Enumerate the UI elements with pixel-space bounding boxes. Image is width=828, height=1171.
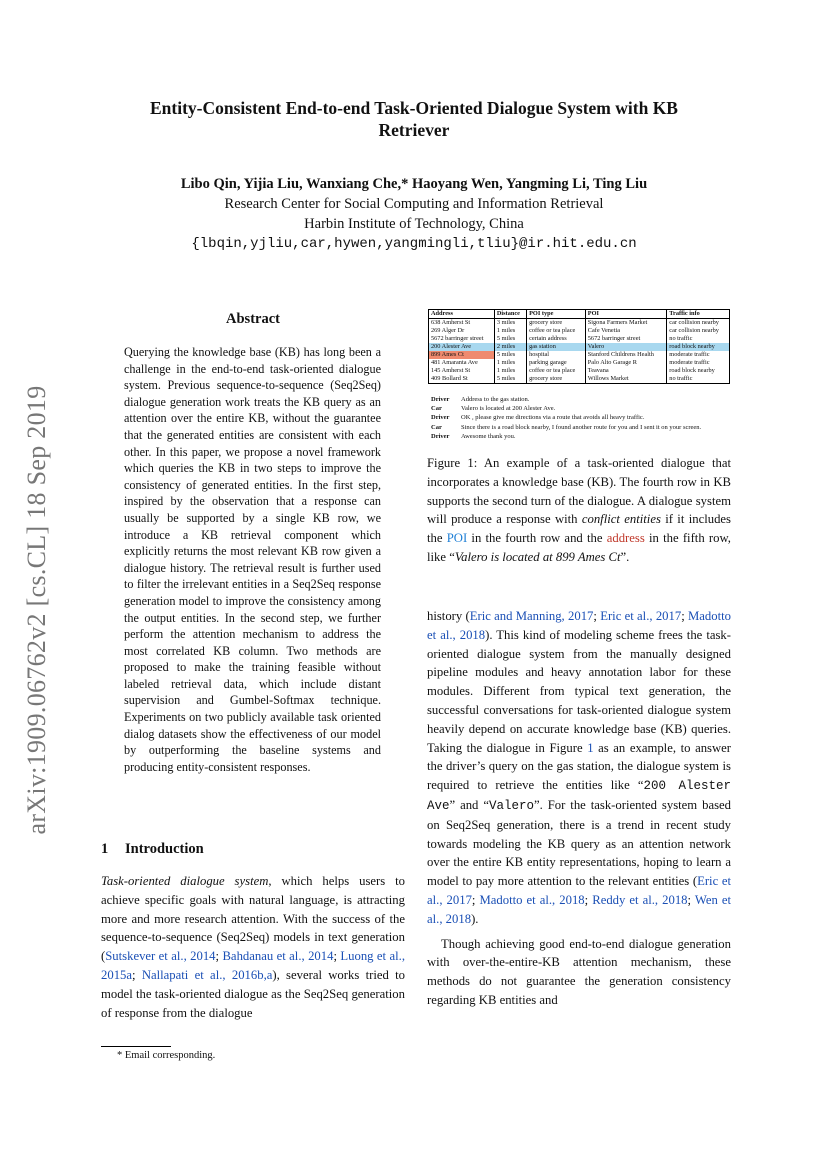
kb-cell: 5 miles — [494, 351, 526, 359]
citation-link[interactable]: Sutskever et al., 2014 — [105, 949, 216, 964]
citation-link[interactable]: Madotto et al., 2018 — [427, 609, 732, 642]
kb-row — [429, 335, 730, 343]
dialogue-turn — [431, 423, 701, 432]
kb-cell: Cafe Venetia — [585, 327, 667, 335]
body-text: ). This kind of modeling scheme frees the task-oriented dialogue system from the manually designed pipeline modules and heavy annotation labor for these modules. Different from typical text generation, the successful conversations for task-oriented dialogue system heavily depend on accurate knowledge base (KB) queries. Taking the dialogue in Figure — [427, 627, 731, 755]
sep: ; — [687, 892, 695, 907]
caption-italic: conflict entities — [581, 512, 661, 527]
intro-text-a: , which helps users to achieve specific goals with natural language, is attracting more and more research attention. With the success of the sequence-to-sequence (Seq2Seq) models in text generation ( — [101, 874, 405, 964]
kb-header-cell: Traffic info — [667, 310, 730, 319]
utterance: Awesome thank you. — [461, 432, 516, 440]
kb-cell: 5 miles — [494, 335, 526, 343]
kb-cell: certain address — [527, 335, 586, 343]
author-names: Libo Qin, Yijia Liu, Wanxiang Che,* Haoyang Wen, Yangming Li, Ting Liu — [180, 176, 648, 192]
affiliation-1: Research Center for Social Computing and Information Retrieval — [224, 196, 604, 212]
dialogue-turn — [431, 413, 701, 422]
kb-row — [429, 343, 730, 351]
kb-cell: gas station — [527, 343, 586, 351]
figure-ref-link[interactable]: 1 — [587, 740, 594, 755]
kb-cell: moderate traffic — [667, 359, 730, 367]
intro-paragraph — [101, 872, 405, 1022]
utterance: OK , please give me directions via a route that avoids all heavy traffic. — [461, 414, 645, 422]
right-paragraph-2: Though achieving good end-to-end dialogue generation with over-the-entire-KB attention mechanism, these methods do not guarantee the generation consistency regarding KB entities and — [427, 936, 731, 1007]
kb-header-row — [429, 310, 730, 319]
kb-cell: Palo Alto Garage R — [585, 359, 667, 367]
kb-cell: road block nearby — [667, 367, 730, 375]
sep: ; — [333, 949, 341, 964]
author-email: {lbqin,yjliu,car,hywen,yangmingli,tliu}@ir.hit.edu.cn — [191, 236, 637, 252]
kb-row — [429, 367, 730, 375]
citation-link[interactable]: Eric and Manning, 2017 — [469, 609, 594, 623]
dialogue-transcript — [431, 395, 701, 441]
kb-cell: 1 miles — [494, 367, 526, 375]
caption-italic: Valero is located at 899 Ames Ct — [454, 549, 621, 564]
speaker: Driver — [431, 432, 450, 440]
citation-link[interactable]: Nallapati et al., 2016b,a — [141, 967, 273, 982]
kb-row — [429, 359, 730, 367]
kb-cell: 5672 barringer street — [585, 335, 667, 343]
kb-cell: hospital — [527, 351, 586, 359]
sep: ; — [215, 949, 223, 964]
citation-link[interactable]: Madotto et al., 2018 — [479, 892, 585, 907]
kb-cell: 638 Amherst St — [429, 319, 495, 328]
kb-cell: parking garage — [527, 359, 586, 367]
kb-cell: coffee or tea place — [527, 327, 586, 335]
kb-cell: car collision nearby — [667, 319, 730, 328]
mono-entity: Valero — [488, 798, 534, 813]
caption-text: Figure 1: An example of a task-oriented dialogue that incorporates a knowledge base (KB). The fourth row in KB supports the second turn of the dialogue. A dialogue system will produce a response with — [427, 456, 731, 527]
body-text: ”. For the task-oriented system based on Seq2Seq generation, there is a trend in recent study towards modeling the KB query as an attention network over the entire KB entity representations, hoping to learn a model to pay more attention to the relevant entities ( — [427, 797, 731, 889]
body-text: history ( — [427, 609, 470, 623]
caption-text: ”. — [620, 549, 630, 564]
kb-cell: grocery store — [527, 319, 586, 328]
author-block — [80, 174, 748, 254]
kb-header-cell: POI type — [527, 310, 586, 319]
sep: ; — [132, 967, 142, 982]
caption-text: in the fourth row and the — [467, 531, 607, 546]
citation-link[interactable]: Bahdanau et al., 2014 — [222, 949, 334, 964]
section-title: Introduction — [125, 841, 204, 857]
speaker: Driver — [431, 414, 450, 422]
kb-cell: 269 Alger Dr — [429, 327, 495, 335]
intro-italic-term: Task-oriented dialogue system — [101, 874, 269, 888]
speaker: Car — [431, 423, 442, 431]
citation-link[interactable]: Wen et al., 2018 — [427, 892, 731, 926]
kb-cell: 145 Amherst St — [429, 367, 495, 375]
kb-header-cell: Address — [429, 310, 495, 319]
sep: ; — [593, 609, 601, 623]
kb-row — [429, 327, 730, 335]
kb-header-cell: POI — [585, 310, 667, 319]
citation-link[interactable]: Luong et al., 2015a — [101, 949, 405, 982]
right-column-text — [427, 607, 731, 1010]
kb-cell: 1 miles — [494, 327, 526, 335]
kb-header-cell: Distance — [494, 310, 526, 319]
kb-cell: no traffic — [667, 375, 730, 384]
body-text: ” and “ — [449, 797, 489, 812]
kb-cell: Willows Market — [585, 375, 667, 384]
intro-text-b: ), several works tried to model the task-oriented dialogue as the Seq2Seq generation of response from the dialogue — [101, 967, 405, 1020]
kb-cell: 5672 barringer street — [429, 335, 495, 343]
title-line-1: Entity-Consistent End-to-end Task-Oriented Dialogue System with KB — [150, 98, 678, 118]
speaker: Car — [431, 405, 442, 413]
kb-cell: 481 Amaranta Ave — [429, 359, 495, 367]
arxiv-stamp: arXiv:1909.06762v2 [cs.CL] 18 Sep 2019 — [22, 385, 51, 835]
kb-row — [429, 319, 730, 328]
kb-cell: coffee or tea place — [527, 367, 586, 375]
caption-text: in the fifth row, like “ — [427, 531, 731, 564]
dialogue-turn — [431, 432, 701, 441]
title-line-2: Retriever — [378, 120, 450, 140]
kb-table — [428, 309, 730, 384]
body-text: ). — [471, 911, 479, 926]
sep: ; — [471, 892, 480, 907]
abstract-text: Querying the knowledge base (KB) has long been a challenge in the end-to-end task-oriented dialogue system. Previous sequence-to-sequence (Seq2Seq) dialogue generation work treats the KB query as an attention over the entire KB, without the guarantee that the generated entities are consistent with each other. In this paper, we propose a novel framework which queries the KB in two steps to improve the consistency of generated entities. In the first step, inspired by the observation that a response can usually be supported by a single KB row, we introduce a KB retrieval component which explicitly returns the most relevant KB row given a dialogue history. The retrieval result is further used to filter the irrelevant entities in a Seq2Seq response generation model to improve the consistency among the output entities. In the second step, we further perform the attention mechanism to address the most correlated KB column. Two methods are proposed to make the training feasible without labeled retrieval data, which include distant supervision and Gumbel-Softmax technique. Experiments on two publicly available task oriented dialog datasets show the effectiveness of our model by outperforming the baseline systems and producing entity-consistent responses. — [124, 345, 381, 774]
kb-cell: moderate traffic — [667, 351, 730, 359]
kb-cell: road block nearby — [667, 343, 730, 351]
sep: ; — [584, 892, 593, 907]
utterance: Address to the gas station. — [461, 396, 530, 403]
kb-cell: grocery store — [527, 375, 586, 384]
kb-row — [429, 375, 730, 384]
kb-cell: Stanford Childrens Health — [585, 351, 667, 359]
kb-cell: Sigona Farmers Market — [585, 319, 667, 328]
citation-link[interactable]: Eric et al., 2017 — [427, 874, 731, 907]
paper-title — [80, 97, 748, 141]
utterance: Valero is located at 200 Alester Ave. — [461, 405, 556, 413]
kb-cell: 2 miles — [494, 343, 526, 351]
kb-cell: 5 miles — [494, 375, 526, 384]
kb-cell: 1 miles — [494, 359, 526, 367]
section-heading-introduction — [101, 841, 204, 858]
body-text: as an example, to answer the driver’s query on the gas station, the dialogue system is required to retrieve the entities like “ — [427, 740, 731, 793]
footnote: * Email corresponding. — [117, 1050, 216, 1061]
kb-cell: car collision nearby — [667, 327, 730, 335]
kb-cell: 3 miles — [494, 319, 526, 328]
citation-link[interactable]: Eric et al., 2017 — [600, 609, 682, 623]
affiliation-2: Harbin Institute of Technology, China — [304, 216, 524, 232]
dialogue-turn — [431, 404, 701, 413]
caption-text: if it includes the — [427, 512, 731, 546]
utterance: Since there is a road block nearby, I found another route for you and I sent it on your screen. — [461, 423, 702, 431]
speaker: Driver — [431, 396, 450, 403]
caption-address-highlight: address — [606, 531, 645, 546]
kb-cell: 200 Alester Ave — [429, 343, 495, 351]
mono-entity: 200 Alester Ave — [427, 779, 731, 813]
kb-cell: 409 Bollard St — [429, 375, 495, 384]
kb-row — [429, 351, 730, 359]
citation-link[interactable]: Reddy et al., 2018 — [592, 892, 688, 907]
kb-cell: no traffic — [667, 335, 730, 343]
dialogue-turn — [431, 395, 701, 404]
caption-poi-highlight: POI — [446, 531, 468, 546]
abstract-heading: Abstract — [226, 311, 280, 327]
kb-cell: Valero — [585, 343, 667, 351]
figure-caption — [427, 454, 731, 567]
kb-cell: 899 Ames Ct — [429, 351, 495, 359]
kb-cell: Teavana — [585, 367, 667, 375]
footnote-rule — [101, 1046, 171, 1047]
section-number: 1 — [101, 841, 109, 857]
sep: ; — [681, 609, 689, 623]
